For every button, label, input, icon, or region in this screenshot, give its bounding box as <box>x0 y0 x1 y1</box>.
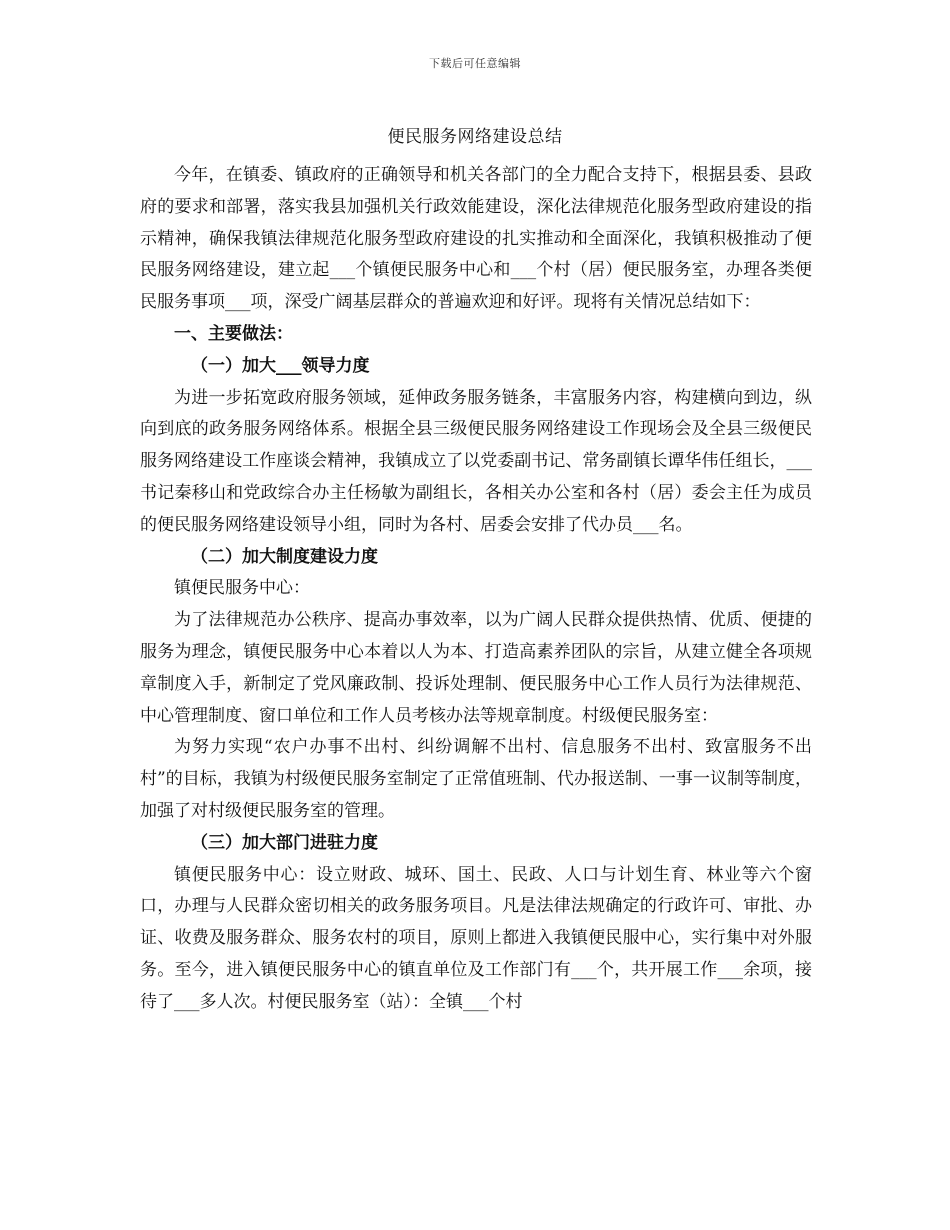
subsection-heading-system-building: （二）加大制度建设力度 <box>191 546 378 567</box>
service-center-label: 镇便民服务中心： <box>174 578 310 599</box>
village-service-paragraph: 为努力实现“农户办事不出村、纠纷调解不出村、信息服务不出村、致富服务不出村”的目标，我镇为村级便民服务室制定了正常值班制、代办报送制、一事一议制等制度，加强了对村级便民服务室的管理。 <box>140 737 812 821</box>
header-note: 下载后可任意编辑 <box>429 57 521 70</box>
intro-paragraph: 今年，在镇委、镇政府的正确领导和机关各部门的全力配合支持下，根据县委、县政府的要求和部署，落实我县加强机关行政效能建设，深化法律规范化服务型政府建设的指示精神，确保我镇法律规范化服务型政府建设的扎实推动和全面深化，我镇积极推动了便民服务网络建设，建立起___个镇便民服务中心和___个村（居）便民服务室，办理各类便民服务事项___项，深受广阔基层群众的普遍欢迎和好评。现将有关情况总结如下： <box>140 165 812 313</box>
subsection-heading-department-entry: （三）加大部门进驻力度 <box>191 832 378 853</box>
subsection-heading-leadership: （一）加大___领导力度 <box>191 355 370 376</box>
department-entry-paragraph: 镇便民服务中心：设立财政、城环、国土、民政、人口与计划生育、林业等六个窗口，办理与人民群众密切相关的政务服务项目。凡是法律法规确定的行政许可、审批、办证、收费及服务群众、服务农村的项目，原则上都进入我镇便民服中心，实行集中对外服务。至今，进入镇便民服务中心的镇直单位及工作部门有___个，共开展工作___余项，接待了___多人次。村便民服务室（站）：全镇___个村 <box>140 864 812 1012</box>
section-heading-main-practices: 一、主要做法： <box>174 323 293 344</box>
document-title: 便民服务网络建设总结 <box>387 127 563 147</box>
document-body <box>140 160 812 1019</box>
system-building-paragraph: 为了法律规范办公秩序、提高办事效率，以为广阔人民群众提供热情、优质、便捷的服务为理念，镇便民服务中心本着以人为本、打造高素养团队的宗旨，从建立健全各项规章制度入手，新制定了党风廉政制、投诉处理制、便民服务中心工作人员行为法律规范、中心管理制度、窗口单位和工作人员考核办法等规章制度。村级便民服务室： <box>140 610 812 726</box>
leadership-paragraph: 为进一步拓宽政府服务领域，延伸政务服务链条，丰富服务内容，构建横向到边，纵向到底的政务服务网络体系。根据全县三级便民服务网络建设工作现场会及全县三级便民服务网络建设工作座谈会精神，我镇成立了以党委副书记、常务副镇长谭华伟任组长，___书记秦移山和党政综合办主任杨敏为副组长，各相关办公室和各村（居）委会主任为成员的便民服务网络建设领导小组，同时为各村、居委会安排了代办员___名。 <box>140 387 812 535</box>
